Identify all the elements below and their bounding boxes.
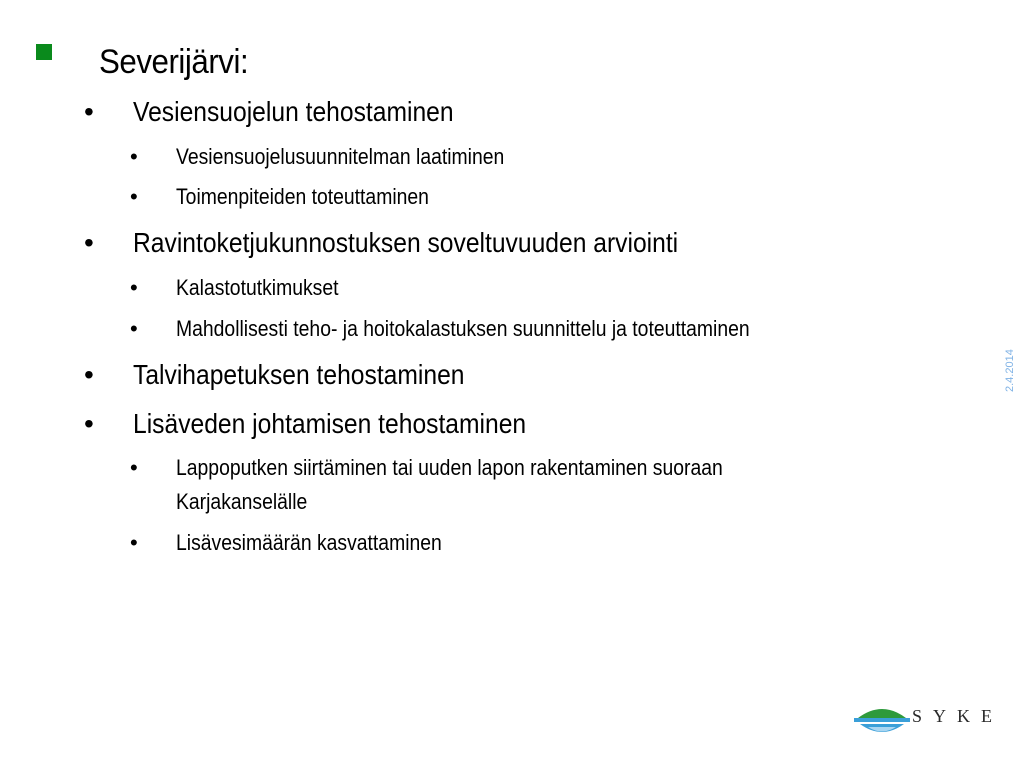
bullet-text: Toimenpiteiden toteuttaminen — [176, 184, 429, 209]
syke-logo — [854, 698, 1004, 742]
bullet-dot: • — [130, 184, 138, 209]
bullet-dot: • — [130, 530, 138, 555]
bullet-text: Lappoputken siirtäminen tai uuden lapon rakentaminen suoraan — [176, 455, 723, 480]
bullet-dot: • — [130, 275, 138, 300]
bullet-dot: • — [130, 144, 138, 169]
title-bullet-square — [36, 44, 52, 60]
bullet-text: Mahdollisesti teho- ja hoitokalastuksen suunnittelu ja toteuttaminen — [176, 316, 750, 341]
syke-logo-icon — [854, 698, 910, 742]
slide-date: 2.4.2014 — [1004, 349, 1016, 392]
bullet-text: Karjakanselälle — [176, 489, 308, 514]
bullet-text: Talvihapetuksen tehostaminen — [133, 359, 465, 390]
bullet-dot: • — [84, 227, 94, 258]
bullet-dot: • — [130, 455, 138, 480]
bullet-dot: • — [84, 408, 94, 439]
bullet-text: Kalastotutkimukset — [176, 275, 339, 300]
bullet-dot: • — [130, 316, 138, 341]
bullet-text: Lisäveden johtamisen tehostaminen — [133, 408, 527, 439]
bullet-text: Vesiensuojelusuunnitelman laatiminen — [176, 144, 505, 169]
logo-text: SYKE — [912, 706, 1004, 726]
bullet-text: Ravintoketjukunnostuksen soveltuvuuden arviointi — [133, 227, 679, 258]
bullet-text: Lisävesimäärän kasvattaminen — [176, 530, 442, 555]
bullet-text: Vesiensuojelun tehostaminen — [133, 96, 454, 127]
slide-title: Severijärvi: — [99, 43, 249, 81]
bullet-dot: • — [84, 96, 94, 127]
bullet-dot: • — [84, 359, 94, 390]
